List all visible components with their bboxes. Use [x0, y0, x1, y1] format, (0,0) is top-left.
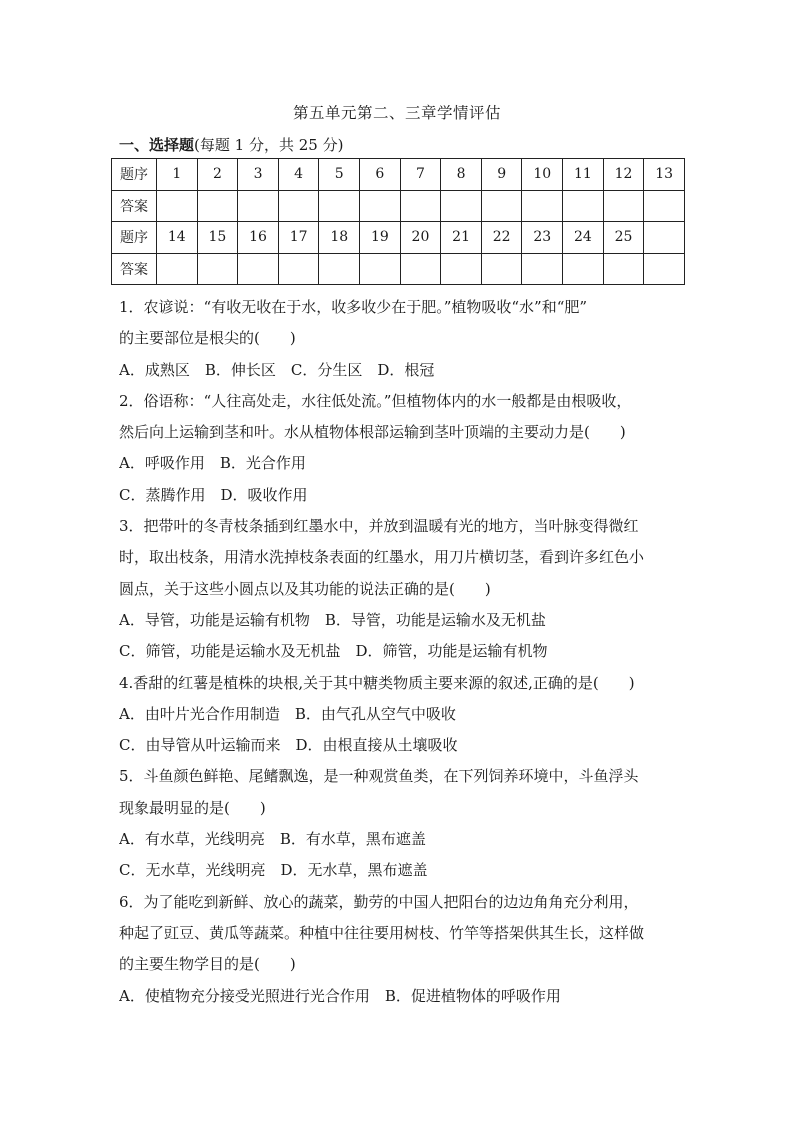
table-row-answers-2	[112, 253, 685, 285]
question-number-cell: 10	[522, 159, 563, 191]
answer-cell[interactable]	[400, 190, 441, 222]
question-options-line: A．导管，功能是运输有机物 B．导管，功能是运输水及无机盐	[119, 610, 546, 629]
question-stem-line: 现象最明显的是( )	[119, 798, 266, 817]
question-number-cell: 9	[481, 159, 522, 191]
question-options-line: C．无水草，光线明亮 D．无水草，黑布遮盖	[119, 861, 428, 880]
answer-cell[interactable]	[238, 190, 279, 222]
question-number-cell: 4	[278, 159, 319, 191]
question-number-cell: 2	[197, 159, 238, 191]
question-5	[119, 761, 685, 886]
question-number-cell: 12	[603, 159, 644, 191]
question-stem-line: 4.香甜的红薯是植株的块根,关于其中糖类物质主要来源的叙述,正确的是( )	[119, 673, 635, 692]
question-options-line: A．呼吸作用 B．光合作用	[119, 454, 306, 473]
page-title: 第五单元第二、三章学情评估	[292, 104, 501, 122]
answer-cell[interactable]	[157, 253, 198, 285]
empty-cell	[644, 253, 685, 285]
row-label-answer: 答案	[112, 190, 157, 222]
question-options-line: C．由导管从叶运输而来 D．由根直接从土壤吸收	[119, 736, 458, 755]
question-number-cell: 22	[481, 222, 522, 254]
question-number-cell: 7	[400, 159, 441, 191]
answer-cell[interactable]	[481, 190, 522, 222]
answer-cell[interactable]	[238, 253, 279, 285]
question-list	[119, 292, 685, 1012]
answer-cell[interactable]	[197, 253, 238, 285]
question-6	[119, 887, 685, 1012]
question-stem-line: 种起了豇豆、黄瓜等蔬菜。种植中往往要用树枝、竹竿等搭架供其生长，这样做	[119, 923, 645, 942]
answer-table	[111, 158, 685, 285]
answer-cell[interactable]	[360, 253, 401, 285]
section-heading	[119, 134, 343, 155]
question-number-cell: 14	[157, 222, 198, 254]
answer-cell[interactable]	[360, 190, 401, 222]
question-number-cell: 25	[603, 222, 644, 254]
question-number-cell: 24	[563, 222, 604, 254]
section-heading-note: (每题 1 分，共 25 分)	[194, 136, 344, 154]
row-label-answer: 答案	[112, 253, 157, 285]
answer-cell[interactable]	[522, 190, 563, 222]
question-stem-line: 2．俗语称：“人往高处走，水往低处流。”但植物体内的水一般都是由根吸收，	[119, 391, 632, 410]
question-1	[119, 292, 685, 386]
answer-cell[interactable]	[278, 253, 319, 285]
question-number-cell: 6	[360, 159, 401, 191]
answer-cell[interactable]	[400, 253, 441, 285]
question-stem-line: 1．农谚说：“有收无收在于水，收多收少在于肥。”植物吸收“水”和“肥”	[119, 298, 588, 316]
question-number-cell: 17	[278, 222, 319, 254]
answer-cell[interactable]	[603, 253, 644, 285]
question-number-cell: 18	[319, 222, 360, 254]
question-number-cell: 11	[563, 159, 604, 191]
answer-cell[interactable]	[278, 190, 319, 222]
question-number-cell: 8	[441, 159, 482, 191]
question-stem-line: 然后向上运输到茎和叶。水从植物体根部运输到茎叶顶端的主要动力是( )	[119, 423, 626, 442]
answer-cell[interactable]	[563, 253, 604, 285]
question-2	[119, 386, 685, 511]
question-stem-line: 6．为了能吃到新鲜、放心的蔬菜，勤劳的中国人把阳台的边边角角充分利用，	[119, 892, 639, 911]
question-stem-line: 3．把带叶的冬青枝条插到红墨水中，并放到温暖有光的地方，当叶脉变得微红	[119, 517, 639, 536]
question-options-line: A．成熟区 B．伸长区 C．分生区 D．根冠	[119, 360, 435, 379]
answer-cell[interactable]	[197, 190, 238, 222]
question-options-line: C．蒸腾作用 D．吸收作用	[119, 485, 308, 504]
answer-cell[interactable]	[522, 253, 563, 285]
answer-cell[interactable]	[441, 253, 482, 285]
row-label-number: 题序	[112, 222, 157, 254]
table-row-answers-1	[112, 190, 685, 222]
question-number-cell: 19	[360, 222, 401, 254]
question-options-line: C．筛管，功能是运输水及无机盐 D．筛管，功能是运输有机物	[119, 642, 548, 661]
question-options-line: A．有水草，光线明亮 B．有水草，黑布遮盖	[119, 830, 426, 849]
question-stem-line: 时，取出枝条，用清水洗掉枝条表面的红墨水，用刀片横切茎，看到许多红色小	[119, 548, 645, 567]
question-number-cell: 20	[400, 222, 441, 254]
answer-cell[interactable]	[319, 190, 360, 222]
question-number-cell: 21	[441, 222, 482, 254]
answer-cell[interactable]	[157, 190, 198, 222]
question-number-cell: 23	[522, 222, 563, 254]
question-number-cell: 5	[319, 159, 360, 191]
empty-cell	[644, 222, 685, 254]
question-stem-line: 5．斗鱼颜色鲜艳、尾鳍飘逸，是一种观赏鱼类，在下列饲养环境中，斗鱼浮头	[119, 767, 639, 786]
question-number-cell: 16	[238, 222, 279, 254]
question-number-cell: 15	[197, 222, 238, 254]
table-row-numbers-2	[112, 222, 685, 254]
question-number-cell: 3	[238, 159, 279, 191]
question-options-line: A．使植物充分接受光照进行光合作用 B．促进植物体的呼吸作用	[119, 986, 561, 1005]
answer-cell[interactable]	[319, 253, 360, 285]
question-number-cell: 13	[644, 159, 685, 191]
answer-cell[interactable]	[644, 190, 685, 222]
row-label-number: 题序	[112, 159, 157, 191]
question-stem-line: 的主要部位是根尖的( )	[119, 329, 296, 348]
question-3	[119, 511, 685, 667]
section-heading-label: 一、选择题	[119, 136, 195, 154]
question-stem-line: 圆点，关于这些小圆点以及其功能的说法正确的是( )	[119, 579, 491, 598]
question-number-cell: 1	[157, 159, 198, 191]
answer-cell[interactable]	[603, 190, 644, 222]
table-row-numbers-1	[112, 159, 685, 191]
answer-cell[interactable]	[481, 253, 522, 285]
answer-cell[interactable]	[441, 190, 482, 222]
question-options-line: A．由叶片光合作用制造 B．由气孔从空气中吸收	[119, 704, 456, 723]
question-4	[119, 668, 685, 762]
question-stem-line: 的主要生物学目的是( )	[119, 955, 296, 974]
answer-cell[interactable]	[563, 190, 604, 222]
